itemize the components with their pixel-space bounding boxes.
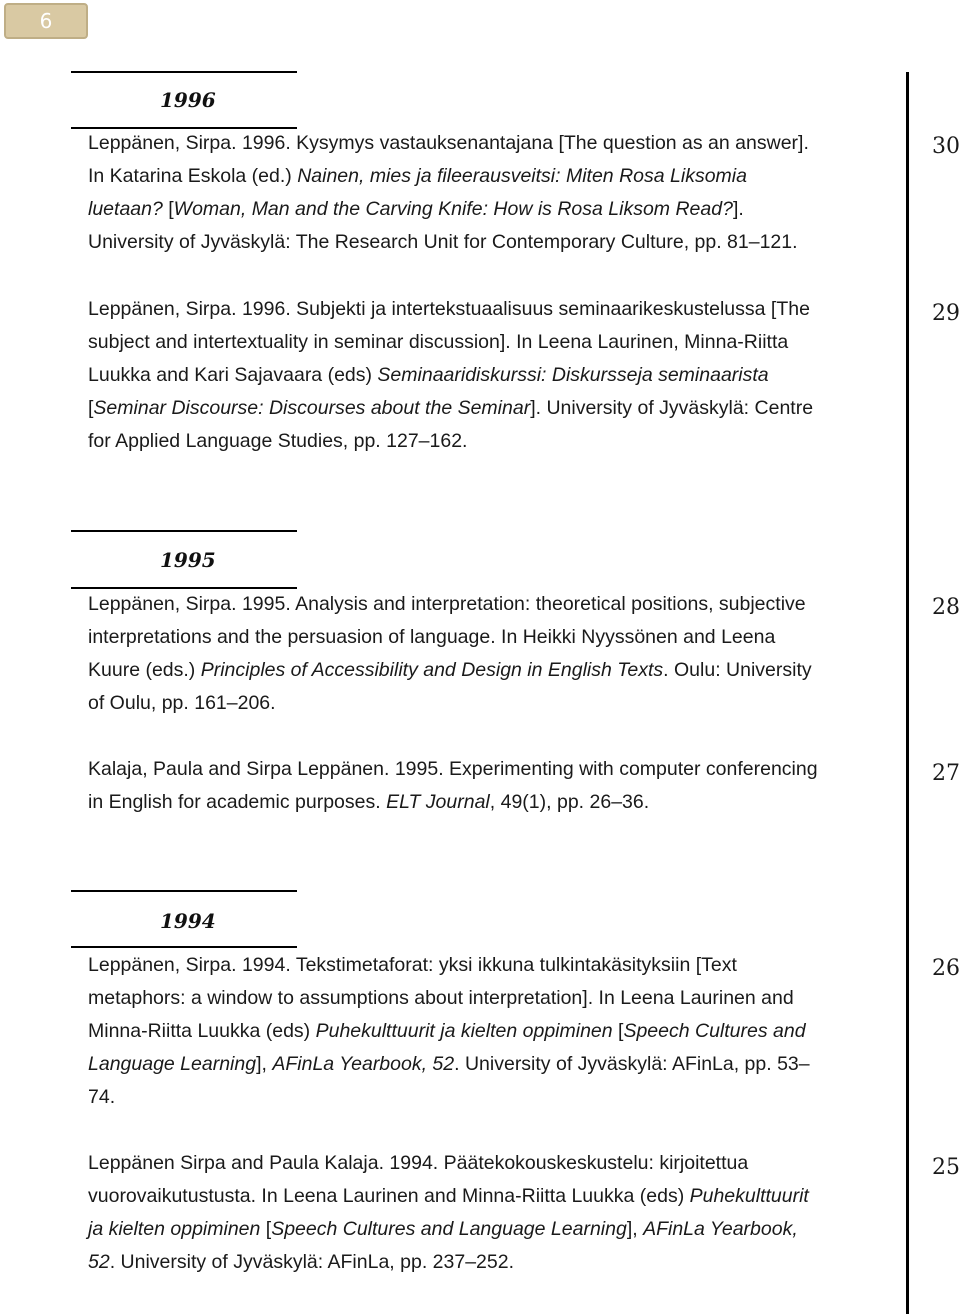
section-rule-top (71, 530, 297, 532)
bibliography-entry (88, 588, 893, 720)
citation-text: Minna-Riitta Luukka (eds) (88, 1020, 316, 1042)
citation-text: Leppänen, Sirpa. 1995. Analysis and interpretation: theoretical positions, subjective (88, 593, 806, 615)
entry-line (88, 1246, 893, 1279)
entry-line (88, 1180, 893, 1213)
citation-text: metaphors: a window to assumptions about interpretation]. In Leena Laurinen and (88, 987, 794, 1009)
italic-title-text: Seminaaridiskurssi: Diskursseja seminaarista (377, 364, 769, 386)
entry-line (88, 160, 893, 193)
citation-text: [ (260, 1218, 272, 1240)
italic-title-text: AFinLa Yearbook, 52 (272, 1053, 455, 1075)
citation-text: . Oulu: University (663, 659, 812, 681)
citation-text: in English for academic purposes. (88, 791, 387, 813)
entry-line (88, 753, 893, 786)
bibliography-entry (88, 293, 893, 458)
bibliography-entry (88, 949, 893, 1114)
page-number: 6 (39, 9, 53, 33)
entry-line (88, 425, 893, 458)
citation-text: ], (256, 1053, 273, 1075)
citation-text: [ (612, 1020, 624, 1042)
entry-line (88, 1147, 893, 1180)
entry-line (88, 1213, 893, 1246)
section-rule-top (71, 890, 297, 892)
entry-line (88, 1081, 893, 1114)
entry-line (88, 1015, 893, 1048)
section-year: 1994 (160, 909, 216, 933)
bibliography-entry (88, 753, 893, 819)
citation-text: Leppänen, Sirpa. 1996. Kysymys vastauksenantajana [The question as an answer]. (88, 132, 809, 154)
citation-text: Leppänen, Sirpa. 1996. Subjekti ja intertekstuaalisuus seminaarikeskustelussa [The (88, 298, 810, 320)
citation-text: interpretations and the persuasion of language. In Heikki Nyyssönen and Leena (88, 626, 776, 648)
citation-text: 74. (88, 1086, 116, 1108)
citation-text: subject and intertextuality in seminar discussion]. In Leena Laurinen, Minna-Riitta (88, 331, 789, 353)
entry-number: 28 (932, 595, 960, 620)
citation-text: for Applied Language Studies, pp. 127–162. (88, 430, 468, 452)
italic-title-text: ja kielten oppiminen (88, 1218, 261, 1240)
italic-title-text: AFinLa Yearbook, (643, 1218, 798, 1240)
citation-text: ]. University of Jyväskylä: Centre (530, 397, 814, 419)
entry-line (88, 127, 893, 160)
entry-line (88, 293, 893, 326)
page-number-badge (4, 3, 88, 39)
vertical-divider (906, 72, 909, 1314)
entry-line (88, 654, 893, 687)
italic-title-text: Language Learning (88, 1053, 257, 1075)
citation-text: Luukka and Kari Sajavaara (eds) (88, 364, 378, 386)
entry-line (88, 392, 893, 425)
citation-text: Kalaja, Paula and Sirpa Leppänen. 1995. Experimenting with computer conferencing (88, 758, 818, 780)
entry-line (88, 786, 893, 819)
entry-line (88, 1048, 893, 1081)
italic-title-text: Puhekulttuurit ja kielten oppiminen (315, 1020, 613, 1042)
citation-text: [ (162, 198, 174, 220)
entry-number: 27 (932, 761, 960, 786)
entry-line (88, 687, 893, 720)
bibliography-entry (88, 127, 893, 259)
entry-line (88, 588, 893, 621)
entry-number: 25 (932, 1155, 960, 1180)
entry-number: 26 (932, 956, 960, 981)
italic-title-text: Woman, Man and the Carving Knife: How is Rosa Liksom Read? (173, 198, 733, 220)
entry-line (88, 193, 893, 226)
entry-line (88, 621, 893, 654)
citation-text: University of Jyväskylä: The Research Unit for Contemporary Culture, pp. 81–121. (88, 231, 798, 253)
entry-line (88, 359, 893, 392)
italic-title-text: Puhekulttuurit (689, 1185, 809, 1207)
section-year: 1996 (160, 88, 216, 112)
italic-title-text: Speech Cultures and Language Learning (271, 1218, 627, 1240)
section-rule-top (71, 71, 297, 73)
citation-text: Kuure (eds.) (88, 659, 201, 681)
entry-line (88, 982, 893, 1015)
citation-text: . University of Jyväskylä: AFinLa, pp. 53– (454, 1053, 810, 1075)
citation-text: , 49(1), pp. 26–36. (489, 791, 650, 813)
citation-text: Leppänen Sirpa and Paula Kalaja. 1994. Päätekokouskeskustelu: kirjoitettua (88, 1152, 749, 1174)
section-rule-bottom (71, 946, 297, 948)
citation-text: Leppänen, Sirpa. 1994. Tekstimetaforat: yksi ikkuna tulkintakäsityksiin [Text (88, 954, 737, 976)
italic-title-text: Seminar Discourse: Discourses about the Seminar (93, 397, 531, 419)
citation-text: In Katarina Eskola (ed.) (88, 165, 298, 187)
citation-text: of Oulu, pp. 161–206. (88, 692, 276, 714)
italic-title-text: ELT Journal (386, 791, 490, 813)
italic-title-text: Principles of Accessibility and Design in English Texts (200, 659, 664, 681)
citation-text: . University of Jyväskylä: AFinLa, pp. 237–252. (109, 1251, 514, 1273)
italic-title-text: Speech Cultures and (623, 1020, 806, 1042)
italic-title-text: luetaan? (88, 198, 163, 220)
italic-title-text: 52 (88, 1251, 110, 1273)
section-year: 1995 (160, 548, 216, 572)
entry-number: 30 (932, 134, 960, 159)
citation-text: ], (626, 1218, 644, 1240)
citation-text: vuorovaikutustusta. In Leena Laurinen and Minna-Riitta Luukka (eds) (88, 1185, 690, 1207)
bibliography-entry (88, 1147, 893, 1279)
entry-line (88, 326, 893, 359)
entry-number: 29 (932, 301, 960, 326)
citation-text: ]. (732, 198, 744, 220)
citation-text: [ (88, 397, 94, 419)
entry-line (88, 949, 893, 982)
entry-line (88, 226, 893, 259)
italic-title-text: Nainen, mies ja fileerausveitsi: Miten Rosa Liksomia (297, 165, 747, 187)
